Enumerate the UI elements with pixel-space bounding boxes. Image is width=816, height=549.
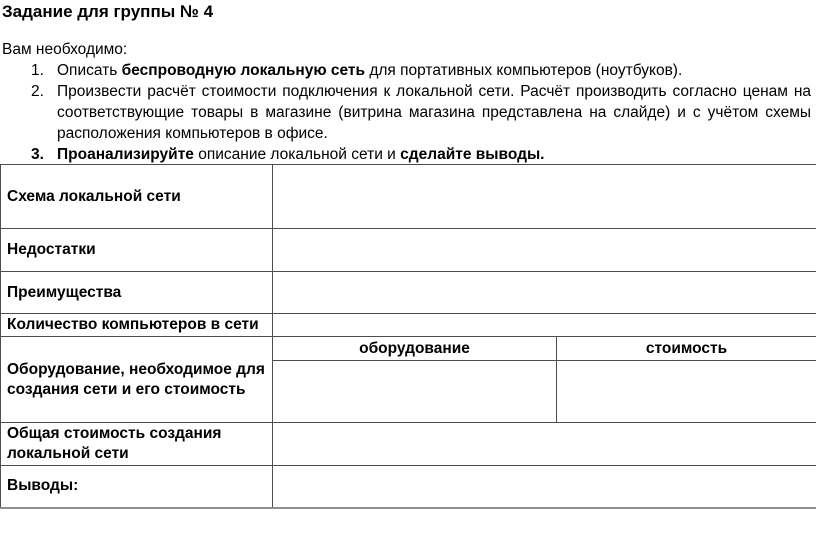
row-label-equipment-cost: Оборудование, необходимое для создания сети и его стоимость: [1, 337, 273, 423]
task-number: 3.: [31, 146, 44, 163]
cell-advantages-answer: [273, 272, 816, 314]
task-item-2: [0, 81, 816, 144]
task-text: Проанализируйте описание локальной сети и сделайте выводы.: [57, 146, 545, 163]
cell-conclusions-answer: [273, 466, 816, 508]
row-label-drawbacks: Недостатки: [1, 229, 273, 272]
task-item-3: [0, 144, 816, 165]
task-text: Описать беспроводную локальную сеть для портативных компьютеров (ноутбуков).: [57, 62, 683, 79]
row-label-advantages: Преимущества: [1, 272, 273, 314]
row-label-computer-count: Количество компьютеров в сети: [1, 314, 273, 337]
cell-computer-count-answer: [273, 314, 816, 337]
row-label-network-diagram: Схема локальной сети: [1, 165, 273, 229]
worksheet-table: [0, 164, 816, 509]
cell-network-diagram-answer: [273, 165, 816, 229]
row-label-total-cost: Общая стоимость создания локальной сети: [1, 423, 273, 466]
intro-text: Вам необходимо:: [2, 41, 128, 58]
cell-drawbacks-answer: [273, 229, 816, 272]
task-item-1: [0, 60, 816, 81]
page-title: Задание для группы № 4: [2, 2, 214, 21]
task-number: 1.: [31, 62, 44, 79]
column-header-equipment: оборудование: [273, 337, 557, 361]
task-list: [0, 60, 816, 165]
cell-equipment-answer: [273, 361, 557, 423]
column-header-cost: стоимость: [557, 337, 816, 361]
cell-total-cost-answer: [273, 423, 816, 466]
row-label-conclusions: Выводы:: [1, 466, 273, 508]
cell-cost-answer: [557, 361, 816, 423]
task-number: 2.: [31, 83, 44, 100]
task-text: Произвести расчёт стоимости подключения к локальной сети. Расчёт производить согласно ценам на соответствующие товары в магазине (витрина магазина представлена на слайде) и с учётом схемы расположения компьютеров в офисе.: [57, 83, 811, 142]
